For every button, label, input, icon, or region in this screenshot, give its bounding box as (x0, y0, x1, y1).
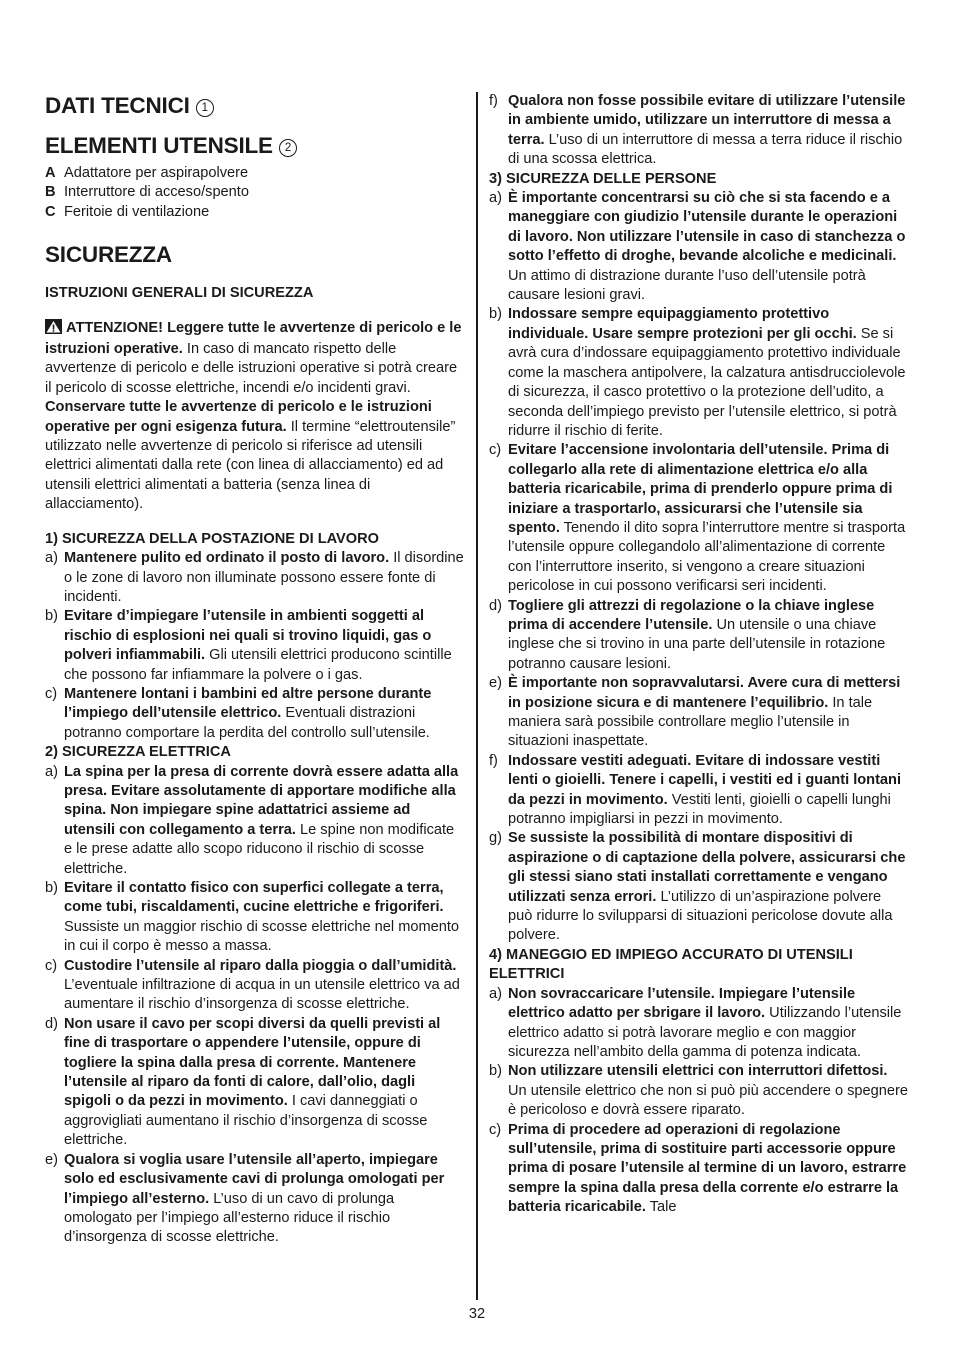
list-item (45, 879, 465, 957)
item-label: e) (45, 1151, 58, 1168)
safety-title: SICUREZZA (45, 242, 172, 268)
list-item (489, 752, 909, 830)
item-text (508, 985, 909, 1063)
list-item (45, 1015, 465, 1151)
list-item (45, 1151, 465, 1248)
item-label: c) (45, 957, 58, 974)
item-bold-text: Qualora non fosse possibile evitare di utilizzare l’utensile in ambiente umido, utilizzare un interruttore di messa a terra. (508, 93, 906, 148)
item-label: c) (489, 1121, 502, 1138)
list-item (489, 829, 909, 945)
legend-text: Adattatore per aspirapolvere (64, 165, 249, 181)
section-3-heading: 3) SICUREZZA DELLE PERSONE (489, 170, 717, 187)
item-bold-text: Evitare il contatto fisico con superfici collegate a terra, come tubi, riscaldamenti, cucine elettriche e frigoriferi. (64, 880, 444, 916)
warning-icon (45, 319, 62, 340)
tech-data-title: DATI TECNICI 1 (45, 92, 465, 119)
item-text (64, 763, 465, 879)
list-item (489, 189, 909, 305)
list-item (45, 549, 465, 607)
item-plain-text: Un attimo di distrazione durante l’uso dell’utensile potrà causare lesioni gravi. (508, 267, 866, 304)
item-plain-text: L’eventuale infiltrazione di acqua in un utensile elettrico va ad aumentare il rischio d’insorgenza di scosse elettriche. (64, 977, 460, 1013)
item-label: f) (489, 93, 498, 109)
item-bold-text: Non utilizzare utensili elettrici con interruttori difettosi. (508, 1063, 888, 1080)
item-bold-text: Togliere gli attrezzi di regolazione o la chiave inglese prima di accendere l’utensile. (508, 597, 875, 633)
warning-paragraph: ATTENZIONE! Leggere tutte le avvertenze di pericolo e le istruzioni operative. In caso di mancato rispetto delle avvertenze di pericolo e delle istruzioni operative si potrà creare il pericolo di scosse elettriche, incendi e/o incidenti gravi. Conservare tutte le avvertenze di pericolo e le istruzioni operative per ogni esigenza futura. Il termine “elettroutensile” utilizzato nelle avvertenze di pericolo si riferisce ad utensili elettrici alimentati dalla rete (con linea di allacciamento) ed ad utensili elettrici alimentati a batteria (senza linea di allacciamento). (45, 319, 462, 513)
right-column (489, 92, 909, 1218)
item-plain-text: L’utilizzo di un’aspirazione polvere può ridurre lo svilupparsi di situazioni pericolose dovute alla polvere. (508, 888, 893, 944)
item-bold-text: È importante non sopravvalutarsi. Avere cura di mettersi in posizione sicura e di mantenere l’equilibrio. (508, 675, 901, 711)
list-item (489, 1062, 909, 1120)
item-bold-text: Evitare d’impiegare l’utensile in ambienti soggetti al rischio di esplosioni nei quali si trovino liquidi, gas o polveri infiammabili. (64, 608, 432, 664)
item-plain-text: Gli utensili elettrici producono scintille che possono far infiammare la polvere o i gas. (64, 647, 452, 683)
section-4-heading: 4) MANEGGIO ED IMPIEGO ACCURATO DI UTENSILI ELETTRICI (489, 946, 853, 983)
item-plain-text: In tale maniera sarà possibile controllare meglio l’utensile in situazioni inaspettate. (508, 694, 873, 750)
item-text (64, 879, 465, 957)
list-item (489, 674, 909, 752)
item-text (64, 607, 465, 685)
item-label: d) (489, 597, 502, 614)
general-safety-heading: ISTRUZIONI GENERALI DI SICUREZZA (45, 285, 314, 302)
item-bold-text: Prima di procedere ad operazioni di regolazione sull’utensile, prima di sostituire parti accessorie oppure prima di posare l’utensile al termine di un lavoro, estrarre sempre la spina dalla presa della corrente e/o estrarre la batteria ricaricabile. (508, 1121, 907, 1216)
item-text (508, 1062, 909, 1120)
item-text (64, 685, 465, 743)
list-item (489, 985, 909, 1063)
item-plain-text: I cavi danneggiati o aggrovigliati aumentano il rischio d’insorgenza di scosse elettriche. (64, 1093, 428, 1149)
item-text (64, 1151, 465, 1248)
item-text (508, 92, 909, 170)
section-2-list (45, 763, 465, 1248)
item-bold-text: È importante concentrarsi su ciò che si sta facendo e a maneggiare con giudizio l’utensile durante le operazioni di lavoro. Non utilizzare l’utensile in caso di stanchezza o sotto l’effetto di droghe, bevande alcoliche e medicinali. (508, 190, 906, 265)
item-bold-text: Mantenere lontani i bambini ed altre persone durante l’impiego dell’utensile elettrico. (64, 685, 432, 722)
item-label: a) (45, 763, 58, 780)
item-bold-text: Se sussiste la possibilità di montare dispositivi di aspirazione o di captazione della polvere, assicurarsi che gli stessi siano stati installati correttamente e vengano utilizzati senza errori. (508, 830, 906, 905)
legend-key: C (45, 203, 56, 220)
item-label: c) (45, 685, 58, 702)
section-3-list (489, 189, 909, 946)
item-plain-text: Se si avrà cura d’indossare equipaggiamento protettivo individuale come la maschera antipolvere, la calzatura antisdrucciolevole di sicurezza, il casco protettivo o la protezione dell’udito, a seconda dell’impiego previsto per l’utensile elettrico, si potrà ridurre il rischio di ferite. (508, 325, 906, 439)
list-item (45, 607, 465, 685)
item-bold-text: Non sovraccaricare l’utensile. Impiegare l’utensile elettrico adatto per sbrigare il lavoro. (508, 985, 856, 1022)
item-text (64, 957, 465, 1015)
item-plain-text: Tale (645, 1199, 677, 1216)
legend-item (45, 203, 465, 222)
item-plain-text: Il disordine o le zone di lavoro non illuminate possono essere fonte di incidenti. (64, 550, 464, 605)
list-item (45, 957, 465, 1015)
item-text (508, 829, 909, 945)
figure-ref-1: 1 (196, 99, 214, 117)
item-plain-text: Eventuali distrazioni potranno comportare la perdita del controllo sull’utensile. (64, 705, 430, 741)
item-text (508, 441, 909, 596)
legend-text: Feritoie di ventilazione (64, 203, 210, 220)
item-label: e) (489, 675, 502, 692)
item-text (508, 305, 909, 441)
item-plain-text: L’uso di un cavo di prolunga omologato per l’impiego all’esterno riduce il rischio d’insorgenza di scosse elettriche. (64, 1190, 395, 1246)
list-item (45, 763, 465, 879)
list-item (489, 441, 909, 596)
item-plain-text: Le spine non modificate e le prese adatte allo scopo riducono il rischio di scosse elettriche. (64, 821, 455, 877)
item-plain-text: Sussiste un maggior rischio di scosse elettriche nel momento in cui il corpo è messo a massa. (64, 918, 460, 955)
section-4-list (489, 985, 909, 1218)
section-2-continued-list (489, 92, 909, 170)
item-bold-text: Mantenere pulito ed ordinato il posto di lavoro. (64, 550, 390, 567)
section-1-heading: 1) SICUREZZA DELLA POSTAZIONE DI LAVORO (45, 530, 380, 547)
item-plain-text: Tenendo il dito sopra l’interruttore mentre si trasporta l’utensile oppure collegandolo all’alimentazione di corrente con l’interruttore inserito, si vengono a creare situazioni pericolose in cui possono verificarsi seri incidenti. (508, 519, 906, 595)
item-plain-text: Vestiti lenti, gioielli o capelli lunghi potranno impigliarsi in pezzi in movimento. (508, 791, 891, 828)
item-bold-text: Non usare il cavo per scopi diversi da quelli previsti al fine di trasportare o appendere l’utensile, oppure di togliere la spina dalla presa di corrente. Mantenere l’utensile al riparo da fonti di calore, dall’olio, dagli spigoli o da pezzi in movimento. (64, 1015, 441, 1110)
legend-item (45, 164, 465, 183)
column-divider (476, 92, 478, 1300)
item-plain-text: Un utensile elettrico che non si può più accendere o spegnere è pericoloso e dovrà essere riparato. (508, 1082, 908, 1119)
item-bold-text: Indossare sempre equipaggiamento protettivo individuale. Usare sempre protezioni per gli occhi. (508, 306, 857, 342)
item-bold-text: Custodire l’utensile al riparo dalla pioggia o dall’umidità. (64, 957, 457, 974)
item-text (508, 597, 909, 675)
legend-key: A (45, 165, 56, 181)
item-label: b) (45, 880, 58, 896)
list-item (489, 92, 909, 170)
item-label: d) (45, 1015, 58, 1032)
item-text (64, 549, 465, 607)
section-1-list (45, 549, 465, 743)
item-plain-text: L’uso di un interruttore di messa a terra riduce il rischio di una scossa elettrica. (508, 131, 903, 168)
item-label: g) (489, 830, 502, 847)
figure-ref-2: 2 (279, 139, 297, 157)
item-bold-text: La spina per la presa di corrente dovrà essere adatta alla presa. Evitare assolutamente di apportare modifiche alla spina. Non impiegare spine adattatrici assieme ad utensili con collegamento a terra. (64, 763, 459, 838)
list-item (489, 597, 909, 675)
legend-text: Interruttore di acceso/spento (64, 184, 249, 201)
legend-key: B (45, 184, 56, 201)
item-label: f) (489, 752, 498, 769)
tool-elements-legend (45, 164, 465, 222)
list-item (45, 685, 465, 743)
page-number: 32 (468, 1306, 486, 1322)
item-plain-text: Un utensile o una chiave inglese che si trovino in una parte dell’utensile in rotazione potranno causare lesioni. (508, 616, 886, 672)
item-text (508, 674, 909, 752)
tool-elements-title: ELEMENTI UTENSILE 2 (45, 132, 465, 159)
item-text (64, 1015, 465, 1151)
left-column (45, 92, 465, 1248)
item-label: a) (489, 985, 502, 1002)
item-label: c) (489, 442, 502, 459)
item-label: b) (489, 1063, 502, 1080)
item-label: a) (489, 190, 502, 207)
item-label: b) (489, 306, 502, 323)
list-item (489, 1121, 909, 1218)
item-text (508, 752, 909, 830)
section-2-heading: 2) SICUREZZA ELETTRICA (45, 744, 231, 761)
item-plain-text: Utilizzando l’utensile elettrico adatto si potrà lavorare meglio e con maggior sicurezza nell’ambito della gamma di potenza indicata. (508, 1005, 902, 1060)
item-text (508, 189, 909, 305)
list-item (489, 305, 909, 441)
item-bold-text: Evitare l’accensione involontaria dell’utensile. Prima di collegarlo alla rete di alimentazione elettrica e/o alla batteria ricaricabile, prima di prenderlo oppure prima di iniziare a trasportarlo, assicurarsi che l’utensile sia spento. (508, 442, 893, 536)
legend-item (45, 183, 465, 202)
item-text (508, 1121, 909, 1218)
item-bold-text: Qualora si voglia usare l’utensile all’aperto, impiegare solo ed esclusivamente cavi di prolunga omologati per l’impiego all’esterno. (64, 1151, 445, 1207)
item-bold-text: Indossare vestiti adeguati. Evitare di indossare vestiti lenti o gioielli. Tenere i capelli, i vestiti ed i guanti lontani da pezzi in movimento. (508, 752, 902, 808)
item-label: b) (45, 608, 58, 625)
item-label: a) (45, 550, 58, 567)
